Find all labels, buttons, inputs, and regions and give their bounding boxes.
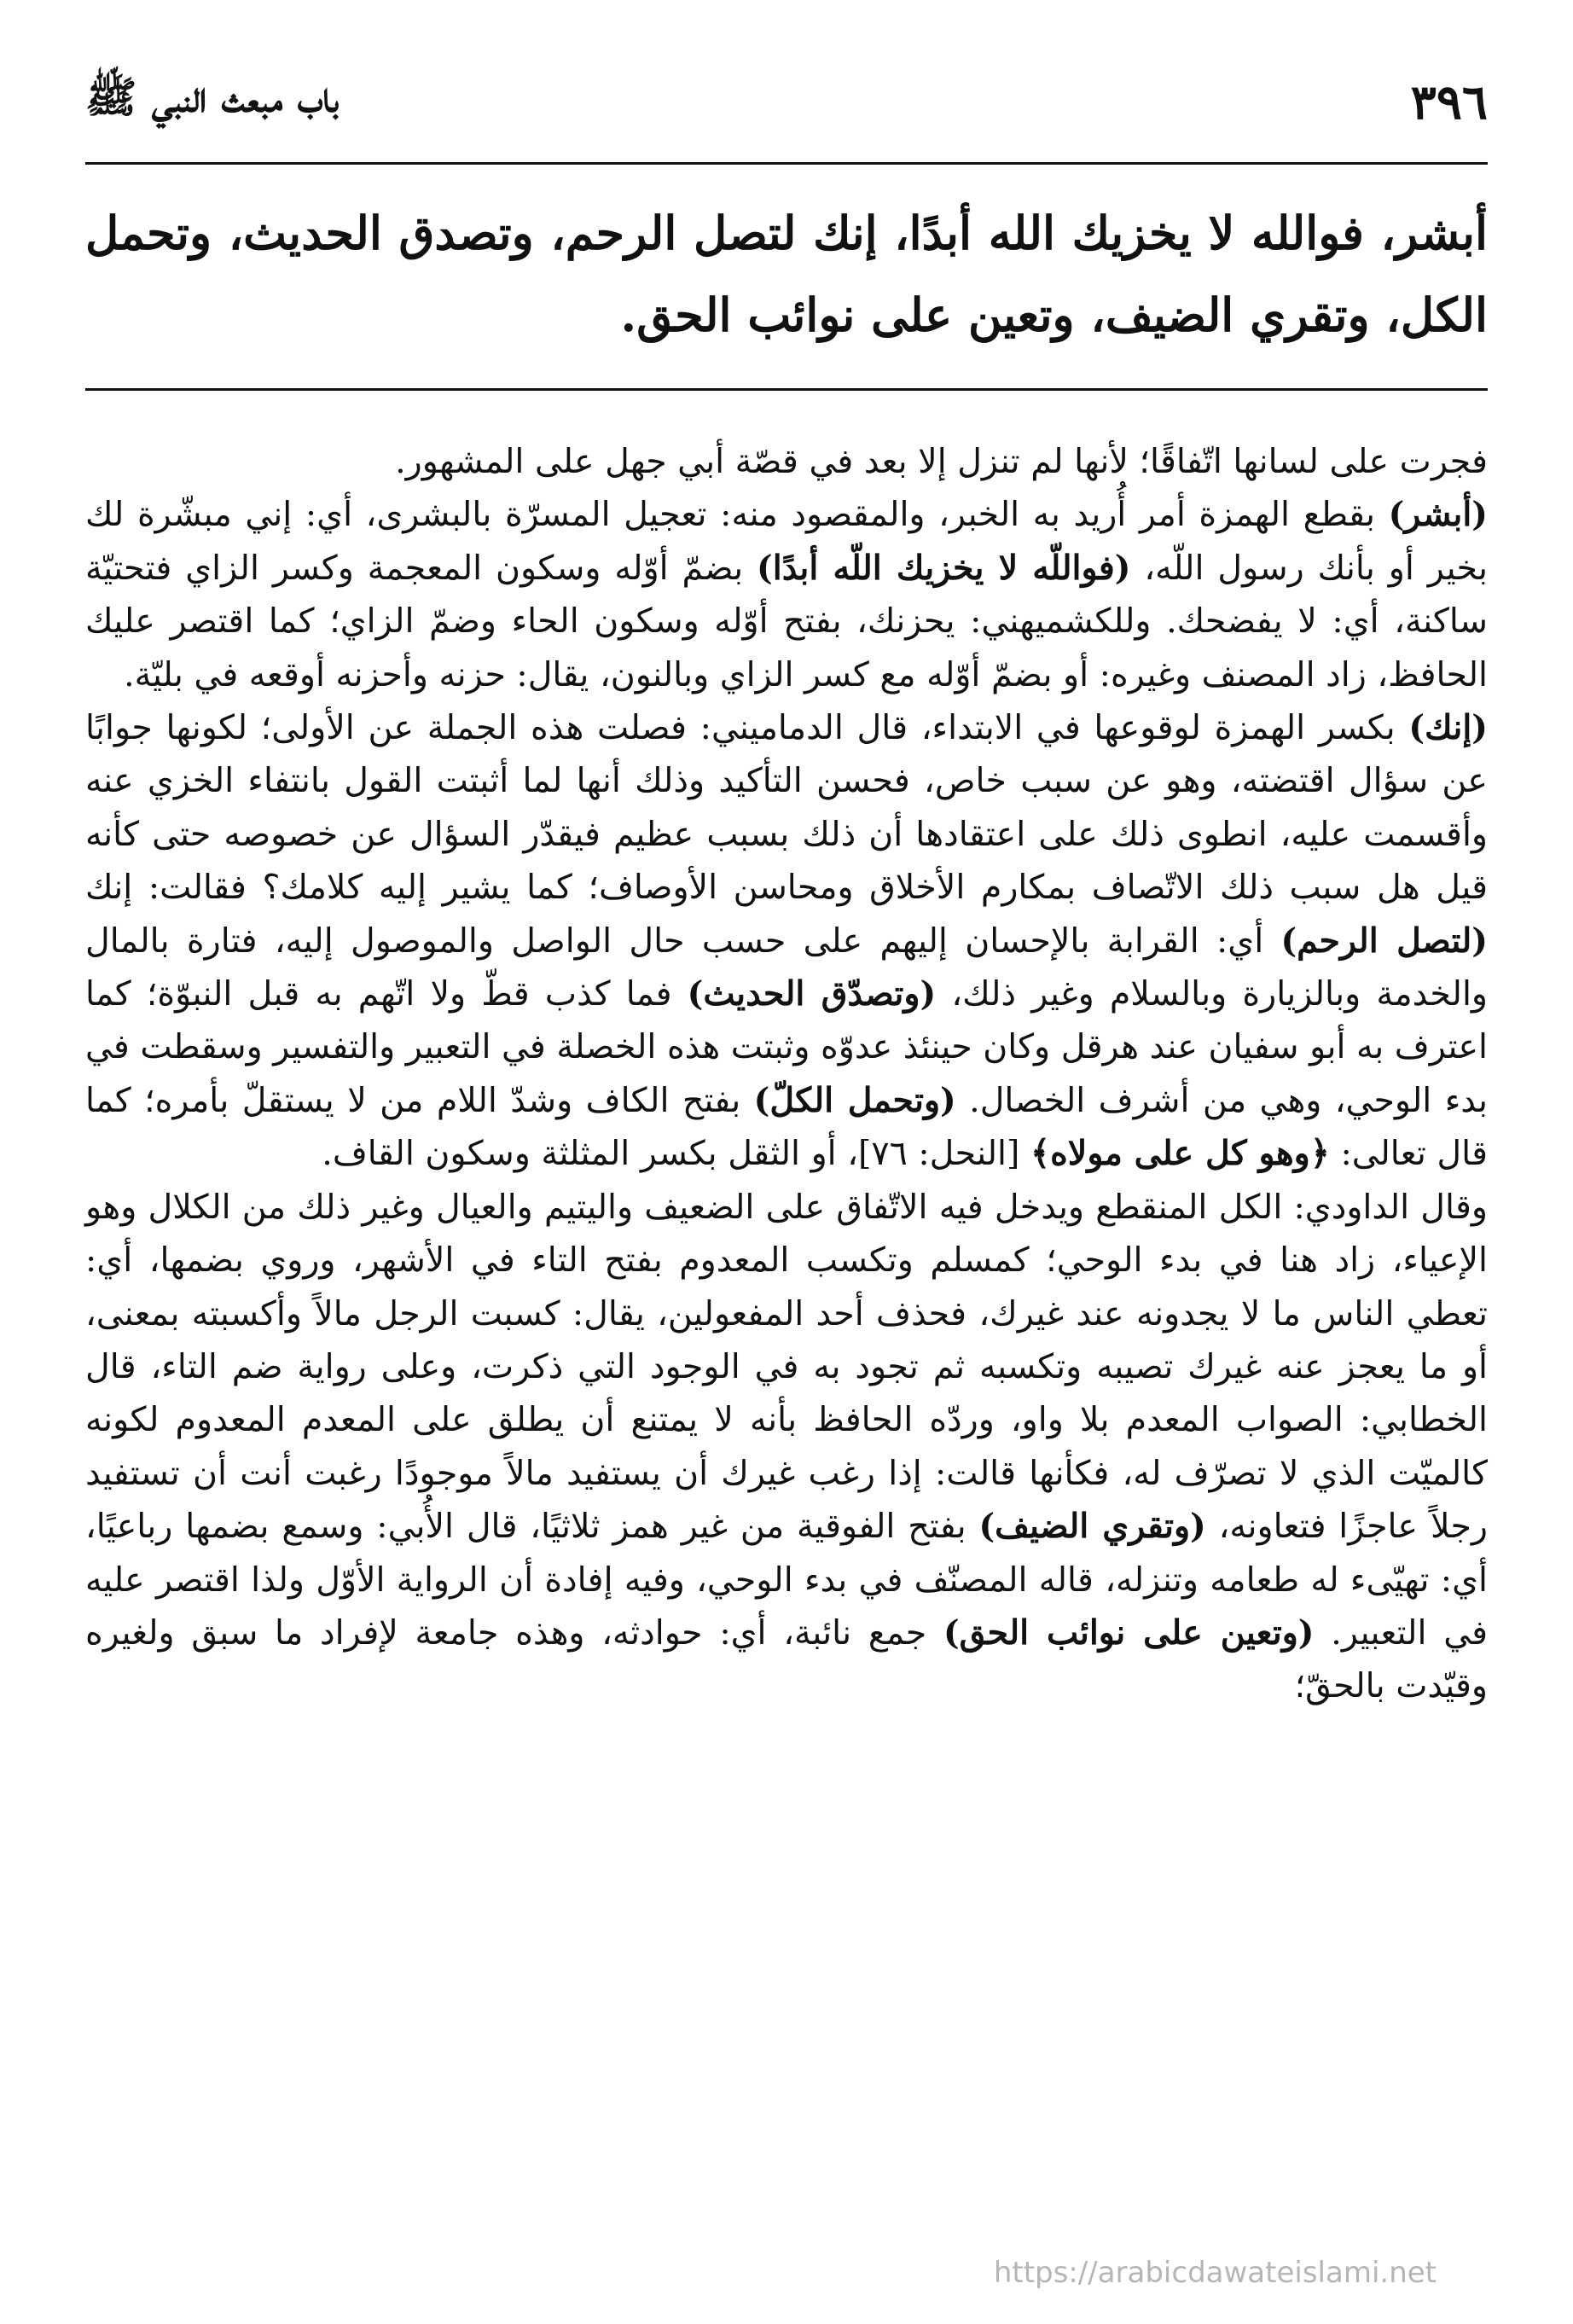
paragraph-text: بفتح الفوقية من غير همز ثلاثيًا، قال الأُبي: وسمع بضمها رباعيًا، أي: تهيّىء له طعامه وتنزله، قاله المصنّف في بدء الوحي، وفيه إفادة أن الرواية الأوّل ولذا اقتصر عليه في التعبير. xyxy=(85,1507,1489,1653)
paragraph-text: فما كذب قطّ ولا اتّهم به قبل النبوّة؛ كما اعترف به أبو سفيان عند هرقل وكان حينئذ عدوّه وثبتت هذه الخصلة في التعبير والتفسير وسقطت في بدء الوحي، وهي من أشرف الخصال. xyxy=(85,974,1489,1120)
lemma: (وتصدّق الحديث) xyxy=(687,974,937,1014)
paragraph-3 xyxy=(85,701,1488,1181)
lemma: (لتصل الرحم) xyxy=(1280,921,1488,961)
paragraph-2 xyxy=(85,488,1488,701)
header-divider xyxy=(85,162,1488,165)
paragraph-1: فجرت على لسانها اتّفاقًا؛ لأنها لم تنزل إلا بعد في قصّة أبي جهل على المشهور. xyxy=(395,442,1488,481)
lemma: (إنك) xyxy=(1408,708,1488,748)
paragraph-text: وقال الداودي: الكل المنقطع ويدخل فيه الاتّفاق على الضعيف واليتيم والعيال وغير ذلك من الكلال وهو الإعياء، زاد هنا في بدء الوحي؛ كمسلم وتكسب المعدوم بفتح التاء في الأشهر، وروي بضمها، أي: تعطي الناس ما لا يجدونه عند غيرك، فحذف أحد المفعولين، يقال: كسبت الرجل مالاً وأكسبته بمعنى، أو ما يعجز عنه غيرك تصيبه وتكسبه ثم تجود به في الوجود التي ذكرت، وعلى رواية ضم التاء، قال الخطابي: الصواب المعدم بلا واو، وردّه الحافظ بأنه لا يمتنع أن يطلق على المعدم المعدوم لكونه كالميّت الذي لا تصرّف له، فكأنها قالت: إذا رغب غيرك أن يستفيد مالاً موجودًا رغبت أنت أن تستفيد رجلاً عاجزًا فتعاونه، xyxy=(85,1187,1489,1547)
lemma: (وتحمل الكلّ) xyxy=(753,1080,956,1120)
paragraph-text: [النحل: ٧٦]، أو الثقل بكسر المثلثة وسكون القاف. xyxy=(322,1134,1030,1174)
paragraph-4 xyxy=(85,1181,1488,1713)
hadith-text: أبشر، فوالله لا يخزيك الله أبدًا، إنك لتصل الرحم، وتصدق الحديث، وتحمل الكل، وتقري الضيف، وتعين على نوائب الحق. xyxy=(85,206,1488,342)
watermark: https://arabicdawateislami.net xyxy=(993,2256,1437,2290)
commentary xyxy=(85,435,1488,1713)
lemma: (أبشر) xyxy=(1388,495,1488,535)
text-divider xyxy=(85,388,1488,391)
page-number: ٣٩٦ xyxy=(1410,74,1488,131)
lemma: (فواللّه لا يخزيك اللّه أبدًا) xyxy=(757,548,1131,588)
paragraph-text: أي: القرابة بالإحسان إليهم على حسب حال الواصل والموصول إليه، فتارة بالمال والخدمة وبالزيارة وبالسلام وغير ذلك، xyxy=(85,921,1488,1014)
page-header xyxy=(85,68,1488,137)
lemma: (وتقري الضيف) xyxy=(978,1507,1206,1547)
paragraph-text: بقطع الهمزة أمر أُريد به الخبر، والمقصود منه: تعجيل المسرّة بالبشرى، أي: إني مبشّرة لك بخير أو بأنك رسول اللّه، xyxy=(85,495,1488,588)
lemma: (وتعين على نوائب الحق) xyxy=(943,1612,1315,1653)
paragraph-text: بكسر الهمزة لوقوعها في الابتداء، قال الدماميني: فصلت هذه الجملة عن الأولى؛ لكونها جوابًا عن سؤال اقتضته، وهو عن سبب خاص، فحسن التأكيد وذلك أنها لما أثبتت القول بانتفاء الخزي عنه وأقسمت عليه، انطوى ذلك على اعتقادها أن ذلك بسبب عظيم فيقدّر السؤال عن خصوصه حتى كأنه قيل هل سبب ذلك الاتّصاف بمكارم الأخلاق ومحاسن الأوصاف؛ كما يشير إليه كلامك؟ فقالت: إنك xyxy=(85,708,1488,908)
paragraph-text: جمع نائبة، أي: حوادثه، وهذه جامعة لإفراد ما سبق ولغيره وقيّدت بالحقّ؛ xyxy=(85,1612,1488,1706)
chapter-title: باب مبعث النبي ﷺ xyxy=(85,72,340,122)
paragraph-text: بضمّ أوّله وسكون المعجمة وكسر الزاي فتحتيّة ساكنة، أي: لا يفضحك. وللكشميهني: يحزنك، بفتح أوّله وسكون الحاء وضمّ الزاي؛ كما اقتصر عليك الحافظ، زاد المصنف وغيره: أو بضمّ أوّله مع كسر الزاي وبالنون، يقال: حزنه وأحزنه أوقعه في بليّة. xyxy=(85,548,1488,694)
paragraph-text: بفتح الكاف وشدّ اللام من لا يستقلّ بأمره؛ كما قال تعالى: xyxy=(85,1080,1488,1174)
quran-quote: ﴿وهو كل على مولاه﴾ xyxy=(1030,1134,1330,1174)
